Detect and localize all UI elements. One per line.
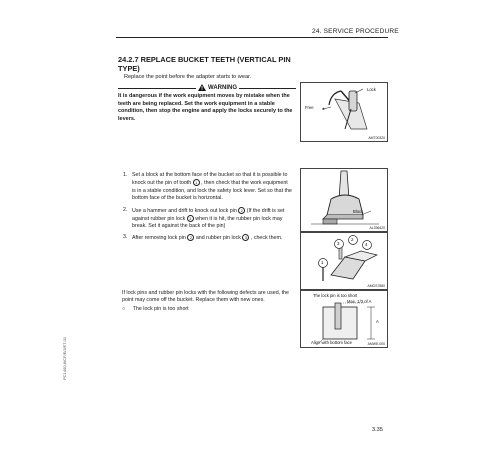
figure3-id: AMGS7880 bbox=[367, 284, 385, 288]
block-label: Block bbox=[353, 209, 364, 214]
step-1 bbox=[123, 172, 292, 202]
figure-tooth-parts bbox=[300, 232, 388, 290]
step-2 bbox=[123, 207, 292, 231]
callout-2: 2 bbox=[351, 237, 354, 242]
bucket-block-illustration bbox=[301, 169, 387, 231]
section-title: 24.2.7 REPLACE BUCKET TEETH (VERTICAL PIN TYPE) bbox=[118, 55, 291, 73]
side-doc-code: PC1400-8/CF/E/J/ET-01 bbox=[62, 336, 67, 380]
step-2-text-c: when it is hit, the rubber pin lock may break. Set it against the back of the pin) bbox=[132, 216, 283, 230]
warning-label bbox=[196, 84, 239, 91]
step-2-number: 2. bbox=[123, 207, 128, 213]
tooth-parts-illustration bbox=[301, 233, 387, 289]
callout-4: 4 bbox=[365, 242, 368, 247]
section-header: 24. SERVICE PROCEDURE bbox=[312, 28, 399, 35]
step-3-text-b: and rubber pin lock bbox=[195, 234, 241, 241]
step-2-text-a: Use a hammer and drift to knock out lock pin bbox=[132, 207, 237, 214]
callout-3: 3 bbox=[337, 241, 340, 246]
lock-label: Lock bbox=[367, 87, 376, 92]
figure1-id: AMT00320 bbox=[368, 136, 385, 140]
step-3 bbox=[123, 234, 292, 242]
defects-text: If lock pins and rubber pin locks with the following defects are used, the point may come off the bucket. Replace them with new ones. bbox=[122, 290, 289, 304]
callout-ref: 1 bbox=[193, 179, 200, 186]
step-1-text-a: Set a block at the bottom face of the bucket so that it is possible to knock out the pin of tooth bbox=[132, 172, 288, 187]
figure4-id: AMWE-000 bbox=[367, 342, 385, 346]
step-3-number: 3. bbox=[123, 234, 128, 240]
align-label: Align with bottom face bbox=[311, 340, 352, 345]
step-3-text-c: , check them. bbox=[250, 234, 283, 241]
callout-ref: 2 bbox=[187, 234, 194, 241]
callout-ref: 3 bbox=[187, 215, 194, 222]
warning-triangle-icon bbox=[198, 84, 206, 91]
pin-short-label: The lock pin is too short bbox=[313, 293, 358, 298]
header-rule bbox=[116, 37, 388, 38]
callout-ref: 3 bbox=[242, 234, 249, 241]
a-label: A bbox=[376, 319, 379, 324]
figure-lever-lock bbox=[300, 82, 388, 142]
intro-text: Replace the point before the adapter starts to wear. bbox=[124, 74, 252, 80]
callout-ref: 2 bbox=[238, 207, 245, 214]
figure2-id: AL396420 bbox=[369, 226, 385, 230]
defects-item-text: The lock pin is too short bbox=[132, 306, 189, 312]
lock-pin-illustration bbox=[301, 291, 387, 347]
step-1-text-b: , then check that the work equipment is in a stable condition, and lock the safety lock lever. Set so that the bottom face of the bucket is horizontal. bbox=[132, 180, 292, 201]
step-2-text-b: (If the drift is set against rubber pin lock bbox=[132, 207, 285, 223]
page-number: 3.35 bbox=[372, 427, 383, 433]
callout-1: 1 bbox=[321, 260, 324, 265]
bullet-icon: ○ bbox=[122, 306, 126, 312]
free-label: Free bbox=[305, 105, 314, 110]
figure-bucket-block bbox=[300, 168, 388, 232]
figure-lock-pin-short bbox=[300, 290, 388, 348]
warning-text: It is dangerous if the work equipment moves by mistake when the teeth are being replaced. Set the work equipment in a stable condition, then stop the engine and apply the locks securely to the levers. bbox=[118, 93, 293, 122]
step-3-text-a: After removing lock pin bbox=[132, 234, 186, 241]
step-1-number: 1. bbox=[123, 172, 128, 178]
max-label: Max. 1/3 of A bbox=[347, 299, 372, 304]
defects-item bbox=[122, 306, 292, 313]
warning-label-text: WARNING bbox=[208, 84, 237, 91]
